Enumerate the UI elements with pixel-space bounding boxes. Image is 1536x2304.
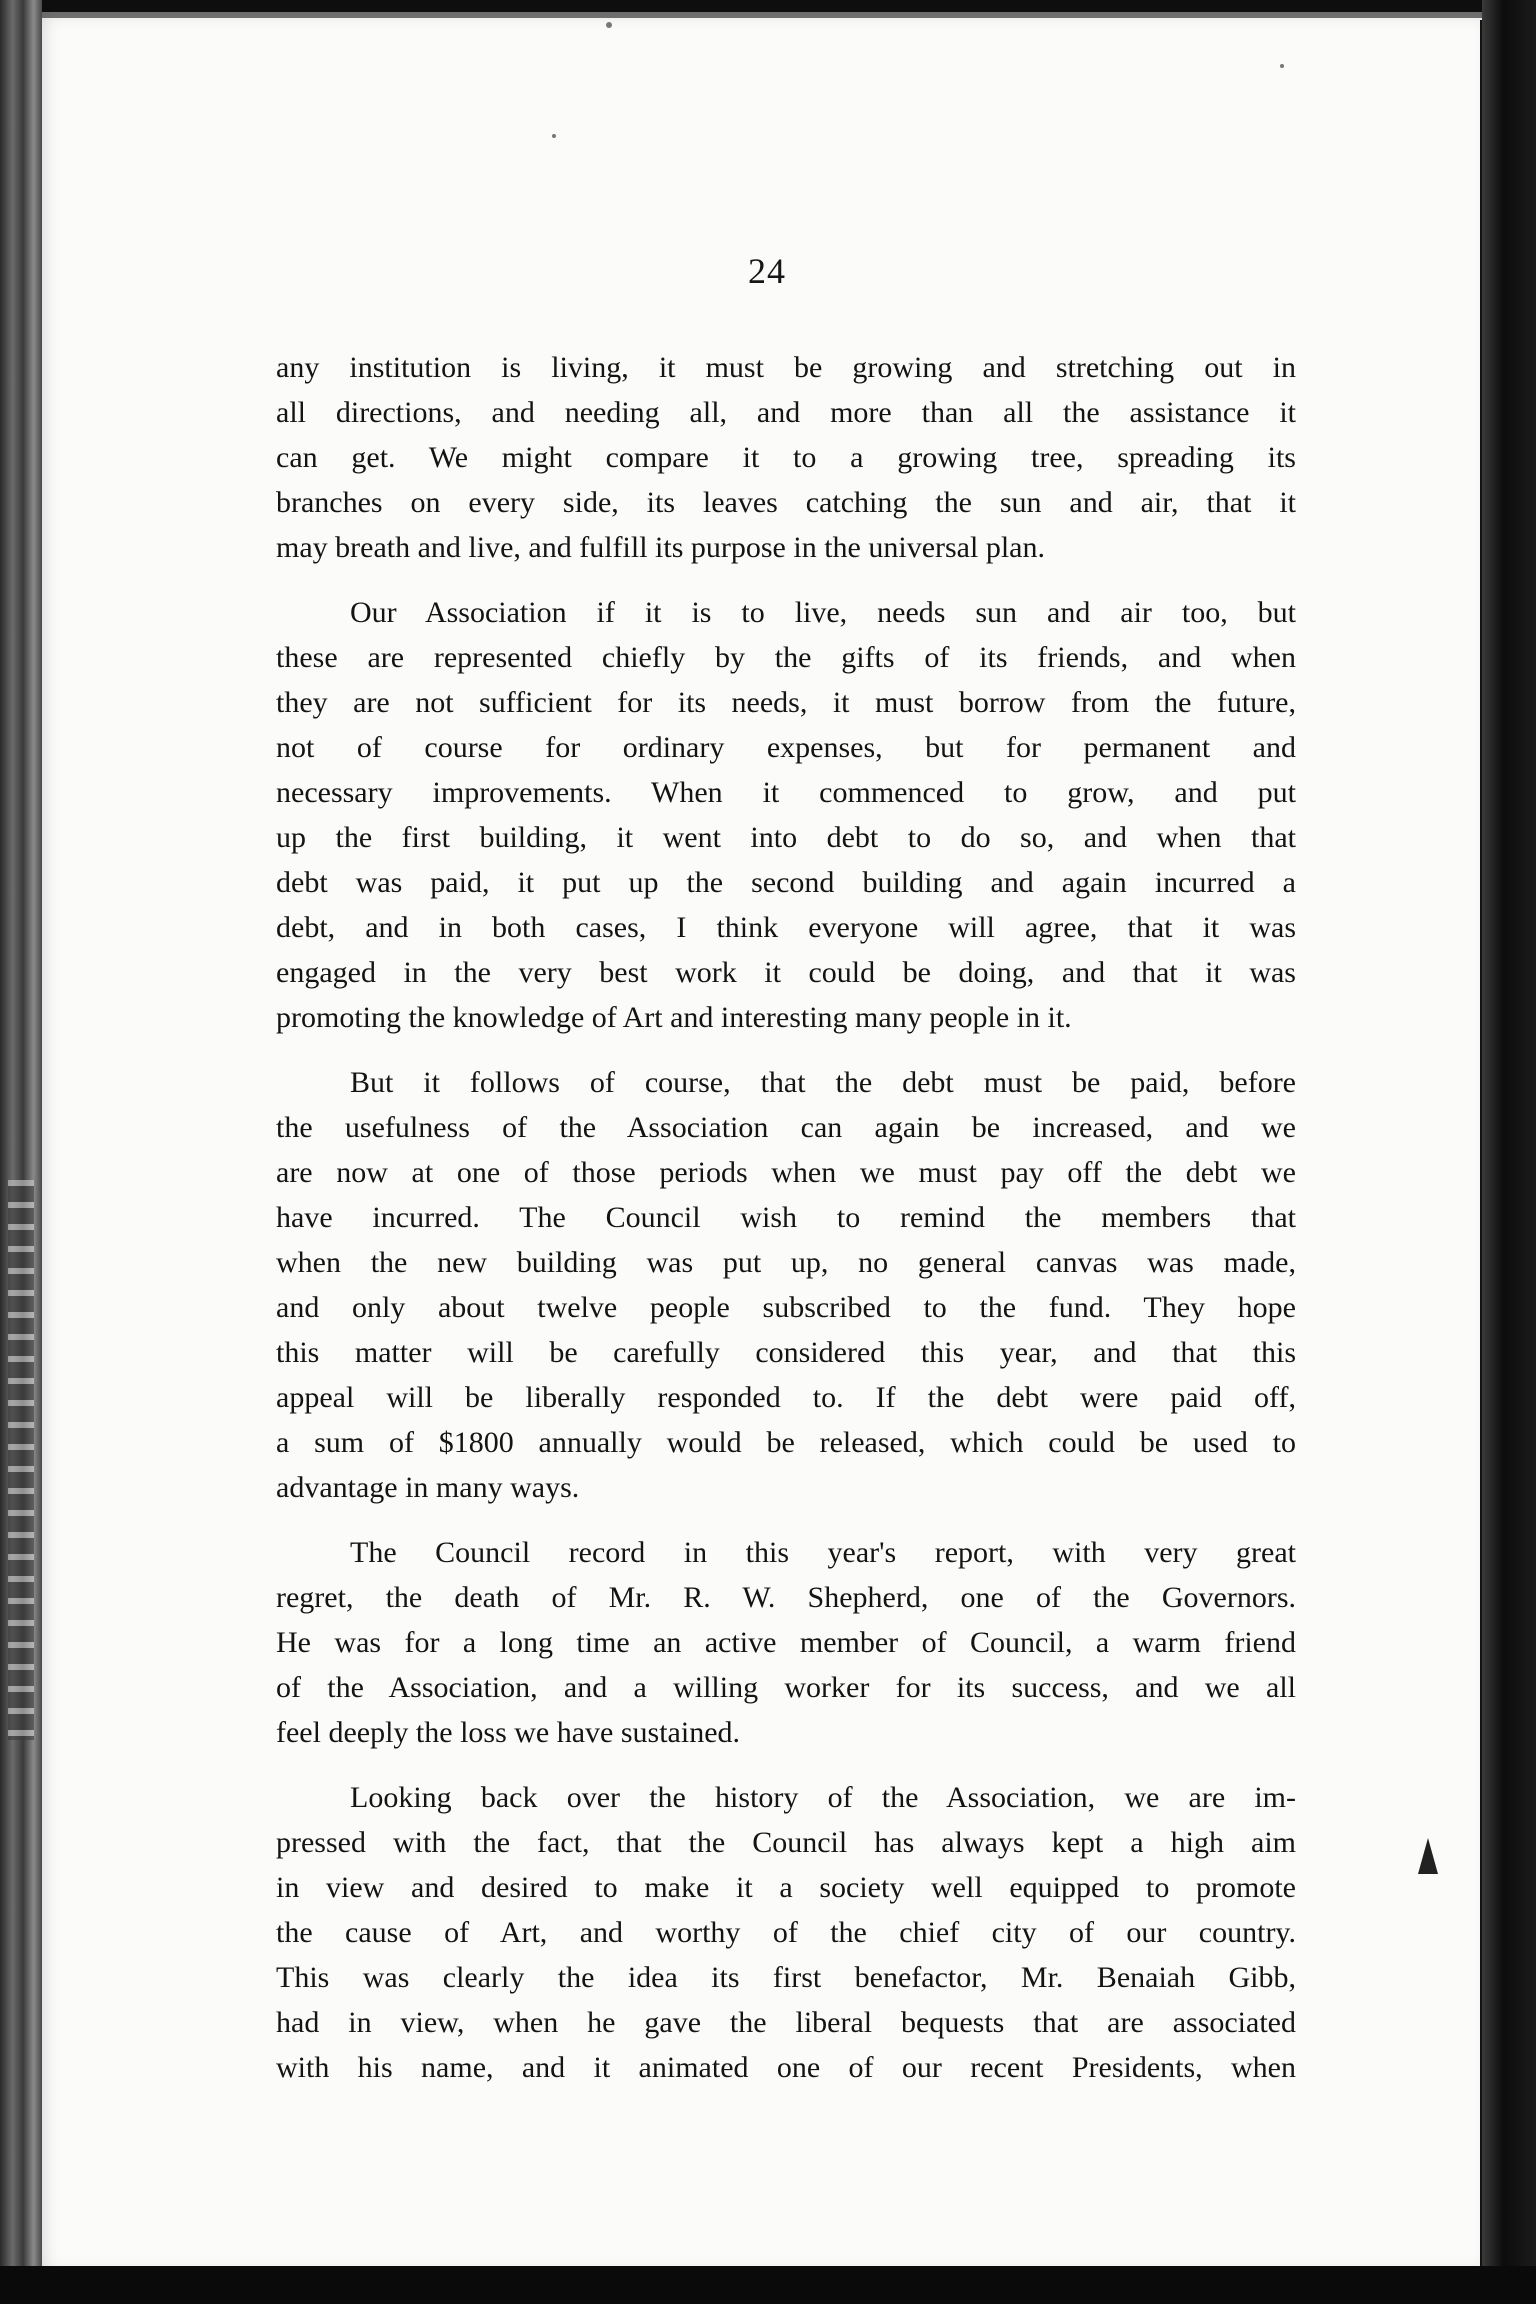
text-line: regret, the death of Mr. R. W. Shepherd, one of the Governors. [276,1581,1296,1614]
text-line: This was clearly the idea its first benefactor, Mr. Benaiah Gibb, [276,1961,1296,1994]
page-tab-mark [1418,1838,1438,1874]
text-line: not of course for ordinary expenses, but for permanent and [276,731,1296,764]
text-line: necessary improvements. When it commenced to grow, and put [276,776,1296,809]
paragraph-1 [276,345,1296,570]
text-line: they are not sufficient for its needs, it must borrow from the future, [276,686,1296,719]
text-line: can get. We might compare it to a growing tree, spreading its [276,441,1296,474]
text-line: appeal will be liberally responded to. If the debt were paid off, [276,1381,1296,1414]
paper-page [42,12,1492,2274]
text-line: any institution is living, it must be growing and stretching out in [276,351,1296,384]
text-line: with his name, and it animated one of our recent Presidents, when [276,2051,1296,2084]
text-line: feel deeply the loss we have sustained. [276,1716,741,1749]
body-text [276,345,1296,2110]
binding-fold [1482,0,1536,2304]
page-number: 24 [748,251,786,291]
text-line: He was for a long time an active member of Council, a warm friend [276,1626,1296,1659]
text-line: debt, and in both cases, I think everyone will agree, that it was [276,911,1296,944]
text-line: and only about twelve people subscribed to the fund. They hope [276,1291,1296,1324]
page-top-edge [42,12,1492,18]
text-line: Looking back over the history of the Association, we are im- [350,1781,1296,1814]
text-line: promoting the knowledge of Art and interesting many people in it. [276,1001,1072,1034]
spine-label-marks [8,1180,34,1740]
text-line: have incurred. The Council wish to remind the members that [276,1201,1296,1234]
text-line: the cause of Art, and worthy of the chief city of our country. [276,1916,1296,1949]
text-line: pressed with the fact, that the Council has always kept a high aim [276,1826,1296,1859]
paragraph-2 [276,590,1296,1040]
text-line: may breath and live, and fulfill its purpose in the universal plan. [276,531,1045,564]
scan-speck [606,22,612,28]
scan-speck [1280,64,1284,68]
text-line: when the new building was put up, no general canvas was made, [276,1246,1296,1279]
text-line: of the Association, and a willing worker for its success, and we all [276,1671,1296,1704]
text-line: branches on every side, its leaves catching the sun and air, that it [276,486,1296,519]
scan-bottom-edge [0,2266,1536,2304]
text-line: up the first building, it went into debt to do so, and when that [276,821,1296,854]
text-line: this matter will be carefully considered this year, and that this [276,1336,1296,1369]
paragraph-5 [276,1775,1296,2090]
text-line: a sum of $1800 annually would be released, which could be used to [276,1426,1296,1459]
text-line: advantage in many ways. [276,1471,580,1504]
paragraph-3 [276,1060,1296,1510]
paragraph-4 [276,1530,1296,1755]
text-line: engaged in the very best work it could be doing, and that it was [276,956,1296,989]
text-line: had in view, when he gave the liberal bequests that are associated [276,2006,1296,2039]
scan-speck [552,134,556,138]
text-line: are now at one of those periods when we must pay off the debt we [276,1156,1296,1189]
text-line: these are represented chiefly by the gifts of its friends, and when [276,641,1296,674]
text-line: Our Association if it is to live, needs sun and air too, but [350,596,1296,629]
text-line: in view and desired to make it a society well equipped to promote [276,1871,1296,1904]
text-line: But it follows of course, that the debt must be paid, before [350,1066,1296,1099]
text-line: the usefulness of the Association can again be increased, and we [276,1111,1296,1144]
text-line: The Council record in this year's report, with very great [350,1536,1296,1569]
text-line: debt was paid, it put up the second building and again incurred a [276,866,1296,899]
text-line: all directions, and needing all, and more than all the assistance it [276,396,1296,429]
book-spine [0,0,42,2304]
